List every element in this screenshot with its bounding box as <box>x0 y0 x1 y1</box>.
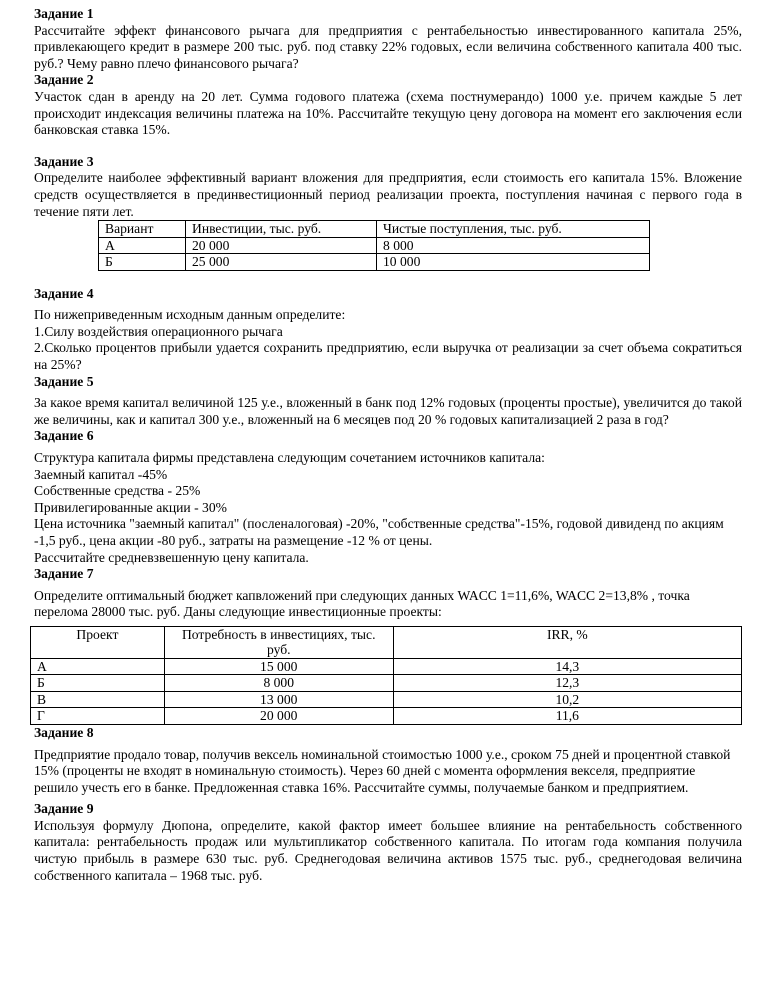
task-line: Структура капитала фирмы представлена следующим сочетанием источников капитала: <box>34 449 545 465</box>
task-title: Задание 7 <box>34 566 94 582</box>
table-cell: 10 000 <box>377 254 650 271</box>
table-cell: 8 000 <box>377 237 650 254</box>
table-cell: 10,2 <box>393 691 741 708</box>
spacer <box>34 271 742 286</box>
task-title: Задание 2 <box>34 72 94 88</box>
table-header-row <box>99 221 650 238</box>
task-4 <box>34 286 742 374</box>
task-text: Участок сдан в аренду на 20 лет. Сумма годового платежа (схема постнумерандо) 1000 у.е. причем каждые 5 лет происходит индексация величины платежа на 10%. Рассчитайте текущую цену договора на момент его заключения если банковская ставка 15%. <box>34 88 742 138</box>
table-cell: 11,6 <box>393 708 741 725</box>
task-title: Задание 6 <box>34 428 94 444</box>
table-cell: В <box>31 691 165 708</box>
table-header-cell: Проект <box>31 626 165 658</box>
table-header-cell: IRR, % <box>393 626 741 658</box>
task-title: Задание 1 <box>34 6 94 21</box>
task-title: Задание 9 <box>34 801 94 817</box>
table-cell: Б <box>31 675 165 692</box>
table-header-cell: Чистые поступления, тыс. руб. <box>377 221 650 238</box>
table-cell: Г <box>31 708 165 725</box>
task-title: Задание 4 <box>34 285 94 301</box>
spacer <box>34 139 742 154</box>
task-line: 2.Сколько процентов прибыли удается сохранить предприятию, если выручка от реализации за счет объема сократиться на 25%? <box>34 340 742 372</box>
task-line: Собственные средства - 25% <box>34 483 201 499</box>
task-text: Определите наиболее эффективный вариант вложения для предприятия, если стоимость его капитала 15%. Вложение средств осуществляется в прединвестиционный период реализации проекта, поступления начиная с первого года в течение пяти лет. <box>34 170 742 219</box>
table-row <box>99 254 650 271</box>
table-cell: 20 000 <box>164 708 393 725</box>
table-row <box>31 691 742 708</box>
table-cell: 12,3 <box>393 675 741 692</box>
table-row <box>99 237 650 254</box>
table-cell: А <box>99 237 186 254</box>
task-line: По нижеприведенным исходным данным определите: <box>34 307 346 323</box>
table-row <box>31 658 742 675</box>
table-cell: 25 000 <box>186 254 377 271</box>
task-text: Рассчитайте эффект финансового рычага для предприятия с рентабельностью инвестированного капитала 25%, привлекающего кредит в размере 200 тыс. руб. под ставку 22% годовых, если величина собственного капитала 400 тыс. руб.? Чему равно плечо финансового рычага? <box>34 22 742 71</box>
table-cell: А <box>31 658 165 675</box>
variants-table <box>98 220 650 271</box>
table-cell: 14,3 <box>393 658 741 675</box>
task-text: Определите оптимальный бюджет капвложений при следующих данных WACC 1=11,6%, WACC 2=13,8% , точка перелома 28000 тыс. руб. Даны следующие инвестиционные проекты: <box>34 587 690 620</box>
table-cell: Б <box>99 254 186 271</box>
table-cell: 20 000 <box>186 237 377 254</box>
task-line: Привилегированные акции - 30% <box>34 499 227 515</box>
task-5 <box>34 374 742 429</box>
task-8 <box>34 725 742 796</box>
task-3 <box>34 154 742 271</box>
table-header-row <box>31 626 742 658</box>
task-7 <box>34 566 742 725</box>
table-header-cell: Инвестиции, тыс. руб. <box>186 221 377 238</box>
projects-table <box>30 626 742 725</box>
task-text: За какое время капитал величиной 125 у.е., вложенный в банк под 12% годовых (проценты простые), увеличится до такой же величины, как и капитал 300 у.е., вложенный на 6 месяцев под 20 % годовых капитализацией 2 раза в год? <box>34 395 742 427</box>
table-row <box>31 675 742 692</box>
task-line: Цена источника "заемный капитал" (посленалоговая) -20%, "собственные средства"-15%, годовой дивиденд по акциям -1,5 руб., цена акции -80 руб., затраты на размещение -12 % от цены. <box>34 516 724 548</box>
table-cell: 15 000 <box>164 658 393 675</box>
task-text: Предприятие продало товар, получив вексель номинальной стоимостью 1000 у.е., сроком 75 дней и процентной ставкой 15% (проценты не входят в номинальную стоимость). Через 60 дней с момента оформления векселя, предприятие решило учесть его в банке. Предложенная ставка 16%. Рассчитайте суммы, получаемые банком и предприятием. <box>34 746 731 795</box>
task-title: Задание 3 <box>34 153 94 169</box>
table-cell: 8 000 <box>164 675 393 692</box>
task-line: Рассчитайте средневзвешенную цену капитала. <box>34 549 309 565</box>
task-2 <box>34 72 742 138</box>
task-text: Используя формулу Дюпона, определите, какой фактор имеет большее влияние на рентабельность собственного капитала: рентабельность продаж или мультипликатор собственного капитала. По итогам года компания получила чистую прибыль в размере 630 тыс. руб. Среднегодовая величина активов 1575 тыс. руб., среднегодовая величина собственного капитала – 1968 тыс. руб. <box>34 817 742 883</box>
table-row <box>31 708 742 725</box>
table-header-cell: Вариант <box>99 221 186 238</box>
task-1 <box>34 6 742 72</box>
table-header-cell: Потребность в инвестициях, тыс. руб. <box>164 626 393 658</box>
task-9 <box>34 801 742 884</box>
table-cell: 13 000 <box>164 691 393 708</box>
task-line: Заемный капитал -45% <box>34 466 168 482</box>
task-6 <box>34 428 742 566</box>
task-title: Задание 8 <box>34 724 94 740</box>
task-line: 1.Силу воздействия операционного рычага <box>34 323 283 339</box>
task-title: Задание 5 <box>34 373 94 389</box>
